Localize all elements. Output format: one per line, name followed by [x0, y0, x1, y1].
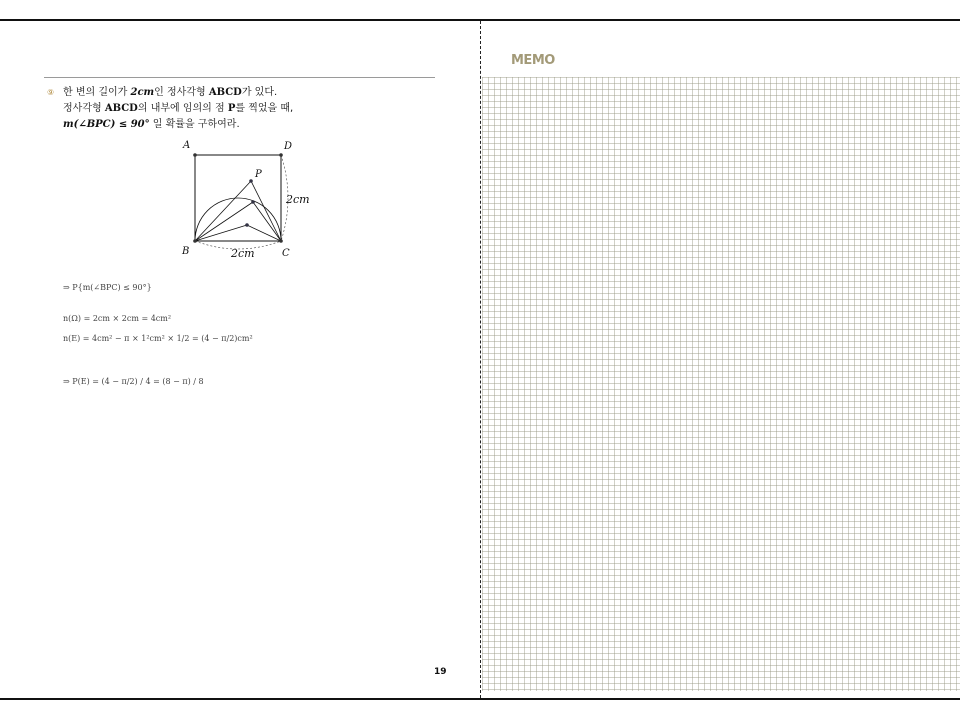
segment-b-p2: [195, 202, 253, 241]
point-p3: [245, 223, 249, 227]
question-line-3: m(∠BPC) ≤ 90° 일 확률을 구하여라.: [63, 119, 240, 130]
vertex-a: [193, 153, 197, 157]
solution-line-4: ⇒ P(E) = (4 − π/2) / 4 = (8 − π) / 8: [63, 377, 204, 386]
label-d: D: [284, 141, 293, 152]
label-a: A: [183, 140, 191, 151]
segment-c-p3: [247, 225, 281, 241]
square-figure: [170, 135, 320, 265]
vertex-c: [279, 239, 283, 243]
left-page: [0, 21, 480, 698]
memo-grid: [482, 77, 960, 691]
question-line-2: 정사각형 ABCD의 내부에 임의의 점 P를 찍었을 때,: [63, 103, 294, 114]
label-p: P: [255, 169, 262, 180]
label-side-right: 2cm: [286, 193, 310, 206]
label-side-bottom: 2cm: [231, 247, 255, 260]
point-p2: [251, 200, 255, 204]
page-number: 19: [434, 667, 447, 677]
page-spine: [480, 21, 481, 698]
vertex-b: [193, 239, 197, 243]
label-b: B: [182, 246, 190, 257]
segment-cp: [251, 181, 281, 241]
question-divider: [44, 77, 435, 78]
label-c: C: [282, 248, 290, 259]
solution-line-3: n(E) = 4cm² − π × 1²cm² × 1/2 = (4 − π/2)cm²: [63, 334, 253, 343]
question-line-1: 한 변의 길이가 2cm인 정사각형 ABCD가 있다.: [63, 87, 278, 98]
bottom-rule: [0, 698, 960, 700]
solution-line-2: n(Ω) = 2cm × 2cm = 4cm²: [63, 314, 172, 323]
memo-title: MEMO: [511, 53, 555, 68]
question-number: ⑨: [47, 88, 55, 97]
solution-line-1: ⇒ P{m(∠BPC) ≤ 90°}: [63, 283, 152, 292]
vertex-d: [279, 153, 283, 157]
point-p: [249, 179, 253, 183]
